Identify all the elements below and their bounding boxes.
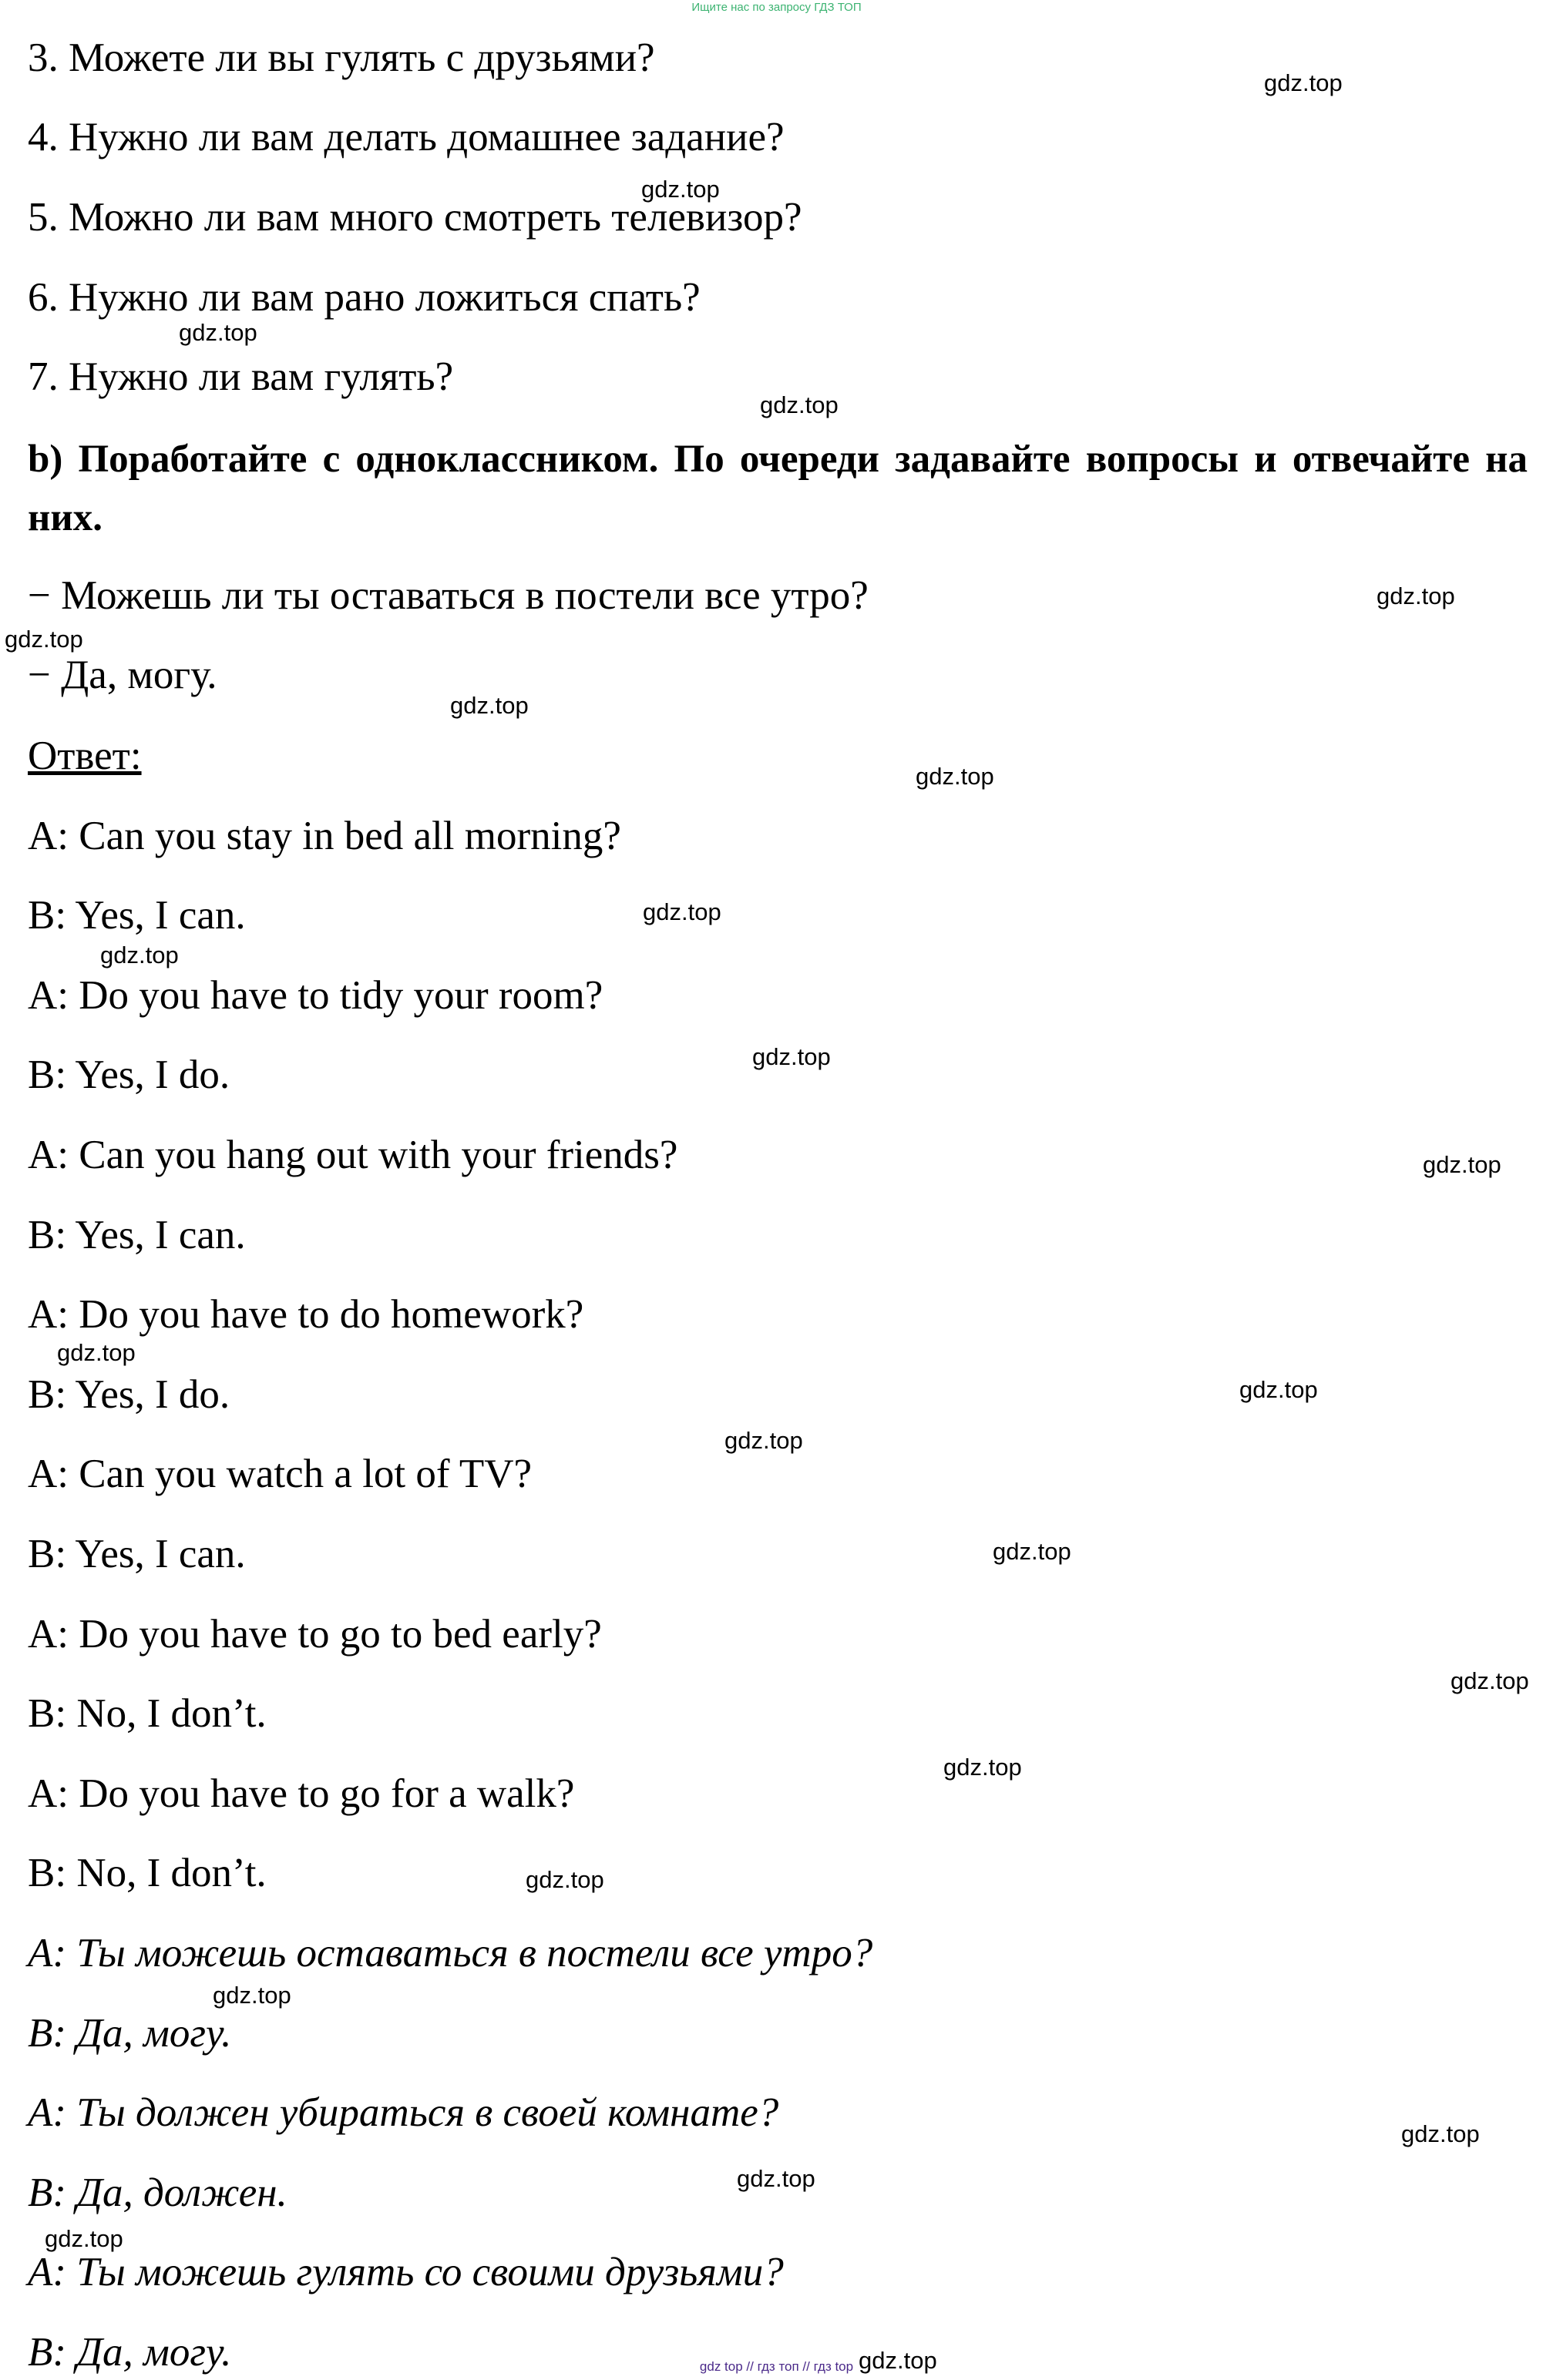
dialogue-ru-line: A: Ты должен убираться в своей комнате? bbox=[28, 2090, 779, 2135]
dialogue-en-line: A: Can you hang out with your friends? bbox=[28, 1133, 678, 1177]
watermark: gdz.top bbox=[100, 942, 179, 968]
answer-label: Ответ: bbox=[28, 733, 142, 778]
dialogue-ru-line: A: Ты можешь гулять со своими друзьями? bbox=[28, 2250, 784, 2294]
watermark: gdz.top bbox=[213, 1982, 291, 2009]
watermark: gdz.top bbox=[916, 763, 994, 790]
watermark: gdz.top bbox=[641, 176, 720, 203]
dialogue-en-line: B: Yes, I do. bbox=[28, 1052, 230, 1097]
question-6: 6. Нужно ли вам рано ложиться спать? bbox=[28, 275, 701, 320]
watermark: gdz.top bbox=[943, 1754, 1022, 1781]
dialogue-en-line: B: Yes, I can. bbox=[28, 1532, 246, 1576]
dialogue-en-line: B: No, I don’t. bbox=[28, 1851, 267, 1895]
question-4: 4. Нужно ли вам делать домашнее задание? bbox=[28, 115, 785, 159]
footer-links: gdz top // гдз топ // гдз top bbox=[699, 2359, 854, 2374]
dialogue-en-line: A: Do you have to do homework? bbox=[28, 1292, 584, 1337]
dialogue-ru-line: A: Ты можешь оставаться в постели все утро? bbox=[28, 1931, 873, 1976]
dialogue-en-line: A: Can you watch a lot of TV? bbox=[28, 1452, 533, 1496]
watermark: gdz.top bbox=[45, 2225, 123, 2252]
dialogue-en-line: A: Do you have to go for a walk? bbox=[28, 1771, 575, 1816]
watermark: gdz.top bbox=[737, 2165, 815, 2192]
question-7: 7. Нужно ли вам гулять? bbox=[28, 354, 454, 399]
watermark: gdz.top bbox=[752, 1043, 831, 1070]
watermark: gdz.top bbox=[1264, 69, 1343, 96]
dialogue-en-line: B: Yes, I can. bbox=[28, 1213, 246, 1257]
watermark: gdz.top bbox=[5, 626, 83, 653]
watermark: gdz.top bbox=[1401, 2120, 1480, 2147]
watermark: gdz.top bbox=[179, 319, 257, 346]
example-answer: − Да, могу. bbox=[28, 653, 217, 697]
question-5: 5. Можно ли вам много смотреть телевизор? bbox=[28, 195, 802, 240]
watermark: gdz.top bbox=[1239, 1376, 1318, 1403]
dialogue-en-line: A: Do you have to go to bed early? bbox=[28, 1612, 602, 1657]
dialogue-ru-line: B: Да, могу. bbox=[28, 2330, 232, 2375]
dialogue-en-line: B: Yes, I can. bbox=[28, 893, 246, 938]
dialogue-en-line: A: Do you have to tidy your room? bbox=[28, 973, 603, 1018]
watermark: gdz.top bbox=[724, 1427, 803, 1454]
dialogue-ru-line: B: Да, могу. bbox=[28, 2011, 232, 2056]
dialogue-en-line: B: Yes, I do. bbox=[28, 1372, 230, 1417]
watermark: gdz.top bbox=[859, 2347, 937, 2374]
watermark: gdz.top bbox=[1377, 582, 1455, 609]
task-b-heading: b) Поработайте с одноклассником. По очереди задавайте вопросы и отвечайте на них. bbox=[28, 438, 1528, 539]
question-3: 3. Можете ли вы гулять с друзьями? bbox=[28, 35, 655, 80]
dialogue-ru-line: B: Да, должен. bbox=[28, 2170, 287, 2215]
watermark: gdz.top bbox=[526, 1866, 604, 1893]
watermark: gdz.top bbox=[760, 391, 839, 418]
watermark: gdz.top bbox=[1450, 1667, 1529, 1694]
example-question: − Можешь ли ты оставаться в постели все утро? bbox=[28, 573, 869, 618]
watermark: gdz.top bbox=[993, 1538, 1071, 1565]
dialogue-en-line: A: Can you stay in bed all morning? bbox=[28, 814, 621, 858]
watermark: gdz.top bbox=[450, 692, 529, 719]
watermark: gdz.top bbox=[643, 898, 721, 925]
watermark: gdz.top bbox=[57, 1339, 136, 1366]
top-banner: Ищите нас по запросу ГДЗ ТОП bbox=[691, 1, 862, 14]
dialogue-en-line: B: No, I don’t. bbox=[28, 1691, 267, 1736]
watermark: gdz.top bbox=[1423, 1151, 1501, 1178]
